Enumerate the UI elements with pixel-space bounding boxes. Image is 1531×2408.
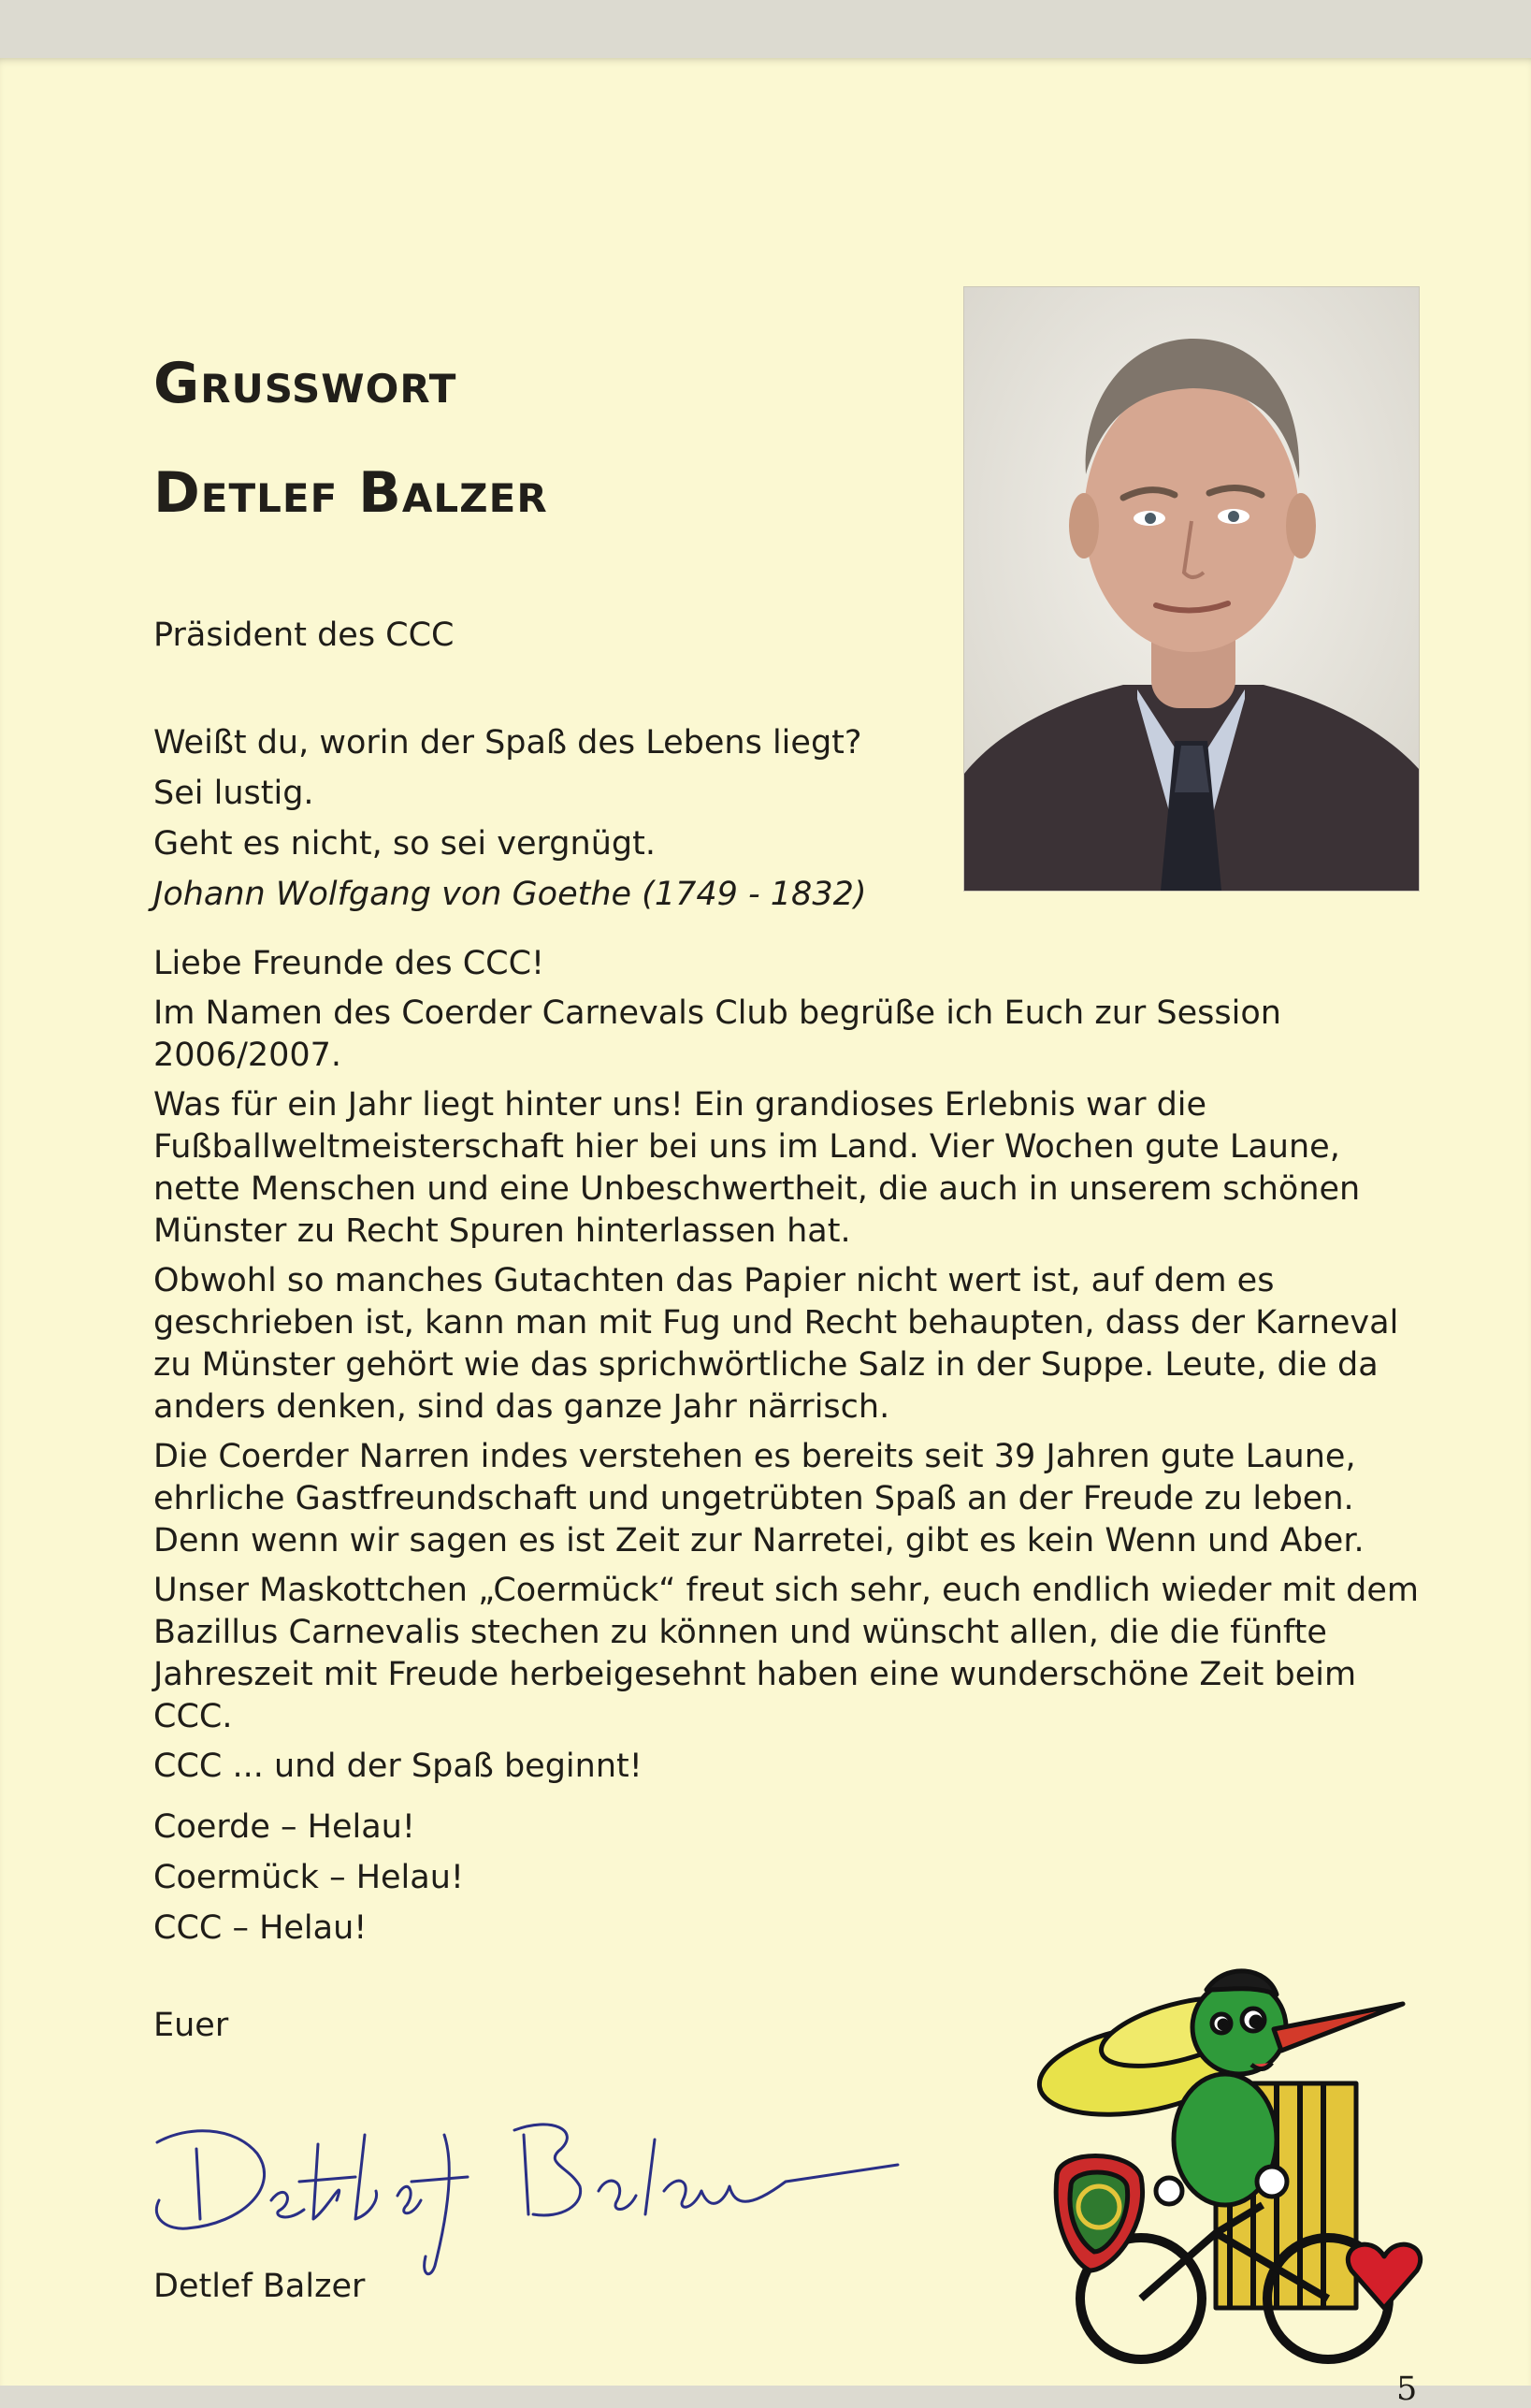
portrait-photo [963, 286, 1420, 892]
cheer-line: Coerde – Helau! [153, 1808, 415, 1846]
subtitle: Präsident des CCC [153, 617, 455, 654]
closing-cheers [153, 1802, 464, 1953]
salutation: Euer [153, 2007, 229, 2044]
body-paragraph: CCC ... und der Spaß beginnt! [153, 1748, 643, 1785]
goethe-quote [153, 718, 920, 920]
cheer-line: Coermück – Helau! [153, 1859, 464, 1896]
page-number: 5 [1396, 2371, 1418, 2408]
body-paragraph: Unser Maskottchen „Coermück“ freut sich sehr, euch endlich wieder mit dem Bazillus Carnevalis stechen zu können und wünscht allen, die die fünfte Jahreszeit mit Freude herbeigesehnt haben eine wunderschöne Zeit beim CCC. [153, 1572, 1420, 1735]
body-paragraph: Obwohl so manches Gutachten das Papier nicht wert ist, auf dem es geschrieben ist, kann man mit Fug und Recht behaupten, dass der Karneval zu Münster gehört wie das sprichwörtliche Salz in der Suppe. Leute, die da anders denken, sind das ganze Jahr närrisch. [153, 1262, 1399, 1426]
mosquito-mascot-icon [1029, 1962, 1459, 2383]
quote-line: Sei lustig. [153, 775, 314, 812]
page-title [153, 329, 548, 548]
quote-line: Weißt du, worin der Spaß des Lebens liegt? [153, 724, 862, 762]
title-line-2: Detlef Balzer [153, 460, 548, 526]
title-line-1: Grusswort [153, 351, 457, 416]
cheer-line: CCC – Helau! [153, 1909, 368, 1947]
body-paragraph: Liebe Freunde des CCC! [153, 945, 545, 982]
document-page [0, 58, 1531, 2408]
quote-line: Geht es nicht, so sei vergnügt. [153, 825, 656, 863]
quote-author: Johann Wolfgang von Goethe (1749 - 1832) [153, 876, 867, 913]
letter-body [153, 943, 1435, 1795]
body-paragraph: Im Namen des Coerder Carnevals Club begrüße ich Euch zur Session 2006/2007. [153, 994, 1281, 1074]
handwritten-signature [131, 2060, 917, 2285]
body-paragraph: Die Coerder Narren indes verstehen es bereits seit 39 Jahren gute Laune, ehrliche Gastfreundschaft und ungetrübten Spaß an der Freude zu leben. Denn wenn wir sagen es ist Zeit zur Narretei, gibt es kein Wenn und Aber. [153, 1438, 1365, 1559]
body-paragraph: Was für ein Jahr liegt hinter uns! Ein grandioses Erlebnis war die Fußballweltmeisterschaft hier bei uns im Land. Vier Wochen gute Laune, nette Menschen und eine Unbeschwertheit, die auch in unserem schönen Münster zu Recht Spuren hinterlassen hat. [153, 1086, 1361, 1250]
signer-name: Detlef Balzer [153, 2268, 366, 2305]
